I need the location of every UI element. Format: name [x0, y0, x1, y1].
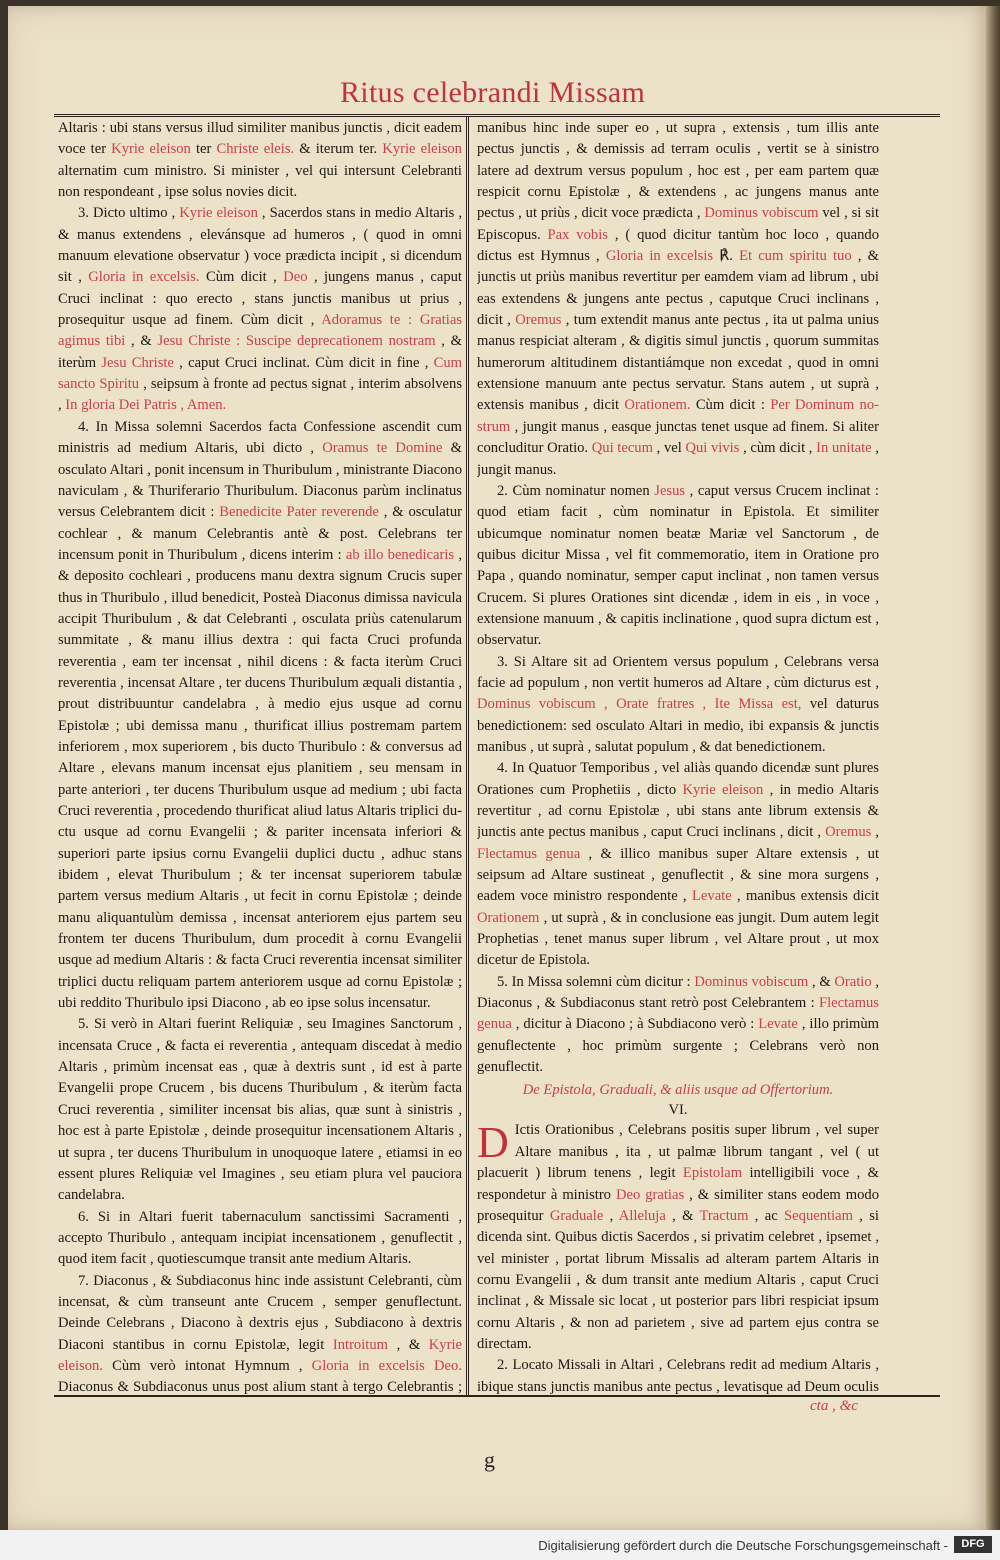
- body-text: , jungit manus.: [477, 440, 879, 478]
- rubric-text: Christe eleis.: [216, 141, 295, 158]
- body-text: Cùm dicit ,: [199, 269, 284, 286]
- rubric-text: Oremus: [515, 312, 562, 329]
- body-text: , & junctis ut priùs manibus revertitur per eamdem viam ad librum , ubi eas extendens & jungens ante pectus , caputque Cruci inclinans , dicit ,: [477, 248, 879, 329]
- body-text: Diaconus & Subdiaconus unus post alium stant à tergo Celebrantis ;: [58, 1379, 462, 1394]
- rubric-text: Introitum: [332, 1336, 388, 1353]
- paragraph: [477, 972, 879, 1079]
- rubric-text: Oratio: [834, 973, 872, 990]
- body-text: , &: [388, 1336, 429, 1353]
- rubric-text: Flectamus genua: [477, 995, 879, 1033]
- rubric-text: Dominus vobiscum: [704, 205, 819, 222]
- body-text: 3. Si Altare sit ad Orientem versus populum , Celebrans versa facie ad populum , non vertit humeros ad Altare , cùm dicturus est ,: [477, 653, 879, 691]
- rubric-text: Kyrie eleison: [382, 141, 462, 158]
- rubric-text: Benedicite Pater reverende: [219, 504, 379, 521]
- body-text: ℟.: [713, 248, 740, 265]
- rubric-text: Dominus vobiscum: [694, 973, 809, 990]
- rubric-text: Dominus vobiscum , Orate fratres , Ite Missa est,: [477, 696, 802, 713]
- rubric-text: Gloria in excelsis Deo.: [311, 1357, 462, 1374]
- rubric-text: In unitate: [816, 440, 872, 457]
- footer-credit: Digitalisierung gefördert durch die Deutsche Forschungsgemeinschaft -: [538, 1538, 948, 1553]
- catchword: cta , &c: [810, 1398, 858, 1414]
- body-text: ,: [871, 824, 879, 841]
- body-text: , jungens manus , caput Cruci inclinat : quo erecto , stans junctis manibus ut prius , prosequitur usque ad finem. Cùm dicit ,: [58, 269, 462, 329]
- left-column: [58, 118, 462, 1394]
- paragraph: [58, 203, 462, 416]
- paragraph: [477, 652, 879, 759]
- body-text: vel daturus benedictionem: sed osculato Altari in medio, ibi expansis & junctis manibus , ut suprà , salutat populum , & dat benedictionem.: [477, 696, 879, 755]
- body-text: , si dicenda sint. Quibus dictis Sacerdos , si privatim celebret , ipsemet , vel minister , portat librum Missalis ad alteram partem Altaris in cornu Evangelii , & dum transit ante medium Altaris , caput Cruci inclinat , & Missale sic locat , ut posterior pars libri respiciat ipsum cornu Altaris , & non ad parietem , sive ad partem ejus contra se directam.: [477, 1207, 879, 1352]
- body-text: , & illico manibus super Altare extensis , ut seipsum ad Altare sustineat , genuflectit , & sine mora surgens , eadem voce ministro respondente ,: [477, 845, 879, 905]
- body-text: 4. In Quatuor Temporibus , vel aliàs quando dicendæ sunt plures Orationes cum Prophetiis , dicto: [477, 760, 879, 798]
- paragraph: [477, 758, 879, 971]
- section-title: De Epistola, Graduali, & aliis usque ad Offertorium.: [522, 1082, 834, 1099]
- rubric-text: Orationem.: [624, 397, 691, 414]
- dfg-logo: DFG: [954, 1536, 992, 1553]
- rubric-text: Gloria in excelsis.: [88, 269, 200, 286]
- body-text: 2. Locato Missali in Altari , Celebrans redit ad medium Altaris , ibique stans junctis manibus ante pectus , levatisque ad Deum oculis: [477, 1357, 879, 1394]
- rubric-text: Jesu Christe : Suscipe deprecationem nostram: [157, 333, 436, 350]
- body-text: , in medio Altaris revertitur , ad cornu Epistolæ , ubi stans ante librum extensis & junctis ante pectus manibus , caput Cruci inclinans , dicit ,: [477, 781, 879, 841]
- body-text: , &: [808, 973, 835, 990]
- body-text: , tum extendit manus ante pectus , ita ut palma unius manus respiciat alteram , & digitis simul junctis , quorum summitas humerorum altitudinem distantiámque non excedat , quod in omni extensione manuum ante pectus servatur. Stans autem , ut suprà , extensis manibus , dicit: [477, 312, 879, 414]
- rubric-text: Per Dominum nostrum: [477, 397, 879, 435]
- rubric-text: Tractum: [699, 1207, 749, 1224]
- body-text: , Diaconus , & Subdiaconus stant retrò post Celebrantem :: [477, 973, 879, 1012]
- body-text: vel , si sit Episcopus.: [477, 205, 879, 243]
- body-text: , ac: [748, 1207, 785, 1224]
- body-text: , & similiter stans eodem modo prosequitur: [477, 1186, 879, 1224]
- body-text: , dicitur à Diacono ; à Subdiacono verò :: [511, 1016, 759, 1033]
- body-text: , &: [665, 1207, 700, 1224]
- body-text: Cùm verò intonat Hymnum ,: [103, 1357, 312, 1374]
- rubric-text: Jesu Christe: [101, 354, 174, 371]
- body-text: , manibus extensis dicit: [731, 888, 879, 905]
- drop-cap: D: [477, 1118, 509, 1168]
- rubric-text: Sequentiam: [784, 1207, 853, 1224]
- rubric-text: Kyrie eleison: [682, 781, 764, 798]
- rubric-text: Kyrie eleison: [179, 205, 258, 222]
- body-text: , & osculatur cochlear , & manum Celebrantis antè & post. Celebrans ter incensum ponit in Thuribulum , dicens interim :: [58, 504, 462, 563]
- body-text: intelligibili voce , & respondetur à ministro: [477, 1165, 879, 1203]
- body-text: Ictis Orationibus , Celebrans positis super librum , vel super Altare manibus , ita , ut palmæ librum tangant , vel ( ut placuerit ) librum tenens , legit: [477, 1122, 879, 1182]
- body-text: Cùm dicit :: [690, 397, 771, 414]
- rubric-text: In gloria Dei Patris , Amen.: [65, 397, 227, 414]
- body-text: , &: [125, 333, 158, 350]
- paragraph: [477, 118, 879, 481]
- footer-bar: [0, 1530, 1000, 1560]
- body-text: 5. In Missa solemni cùm dicitur :: [497, 973, 695, 990]
- rubric-text: Levate: [758, 1016, 798, 1033]
- left-paragraphs: [58, 118, 462, 1394]
- paragraph: [477, 1120, 879, 1355]
- rubric-text: Oremus: [825, 824, 872, 841]
- body-text: , ( quod dicitur tantùm hoc loco , quando dictus est Hymnus ,: [477, 226, 879, 265]
- rubric-text: Et cum spiritu tuo: [739, 248, 852, 265]
- body-text: , jungit manus , easque junctas tenet usque ad finem. Si aliter concluditur Oratio.: [477, 418, 879, 457]
- rubric-text: Alleluja: [618, 1207, 666, 1224]
- top-rule: [54, 114, 940, 117]
- body-text: 2. Cùm nominatur nomen: [497, 482, 655, 499]
- signature-mark: g: [484, 1447, 495, 1472]
- body-text: ter: [190, 141, 217, 158]
- rubric-text: Levate: [692, 888, 732, 905]
- body-text: , Sacerdos stans in medio Altaris , & manus extendens , elevánsque ad humeros , ( quod in omni manuum elevatione observatur ) voce prædicta incipit , si dicendum sit ,: [58, 205, 462, 286]
- body-text: Altaris : ubi stans versus illud similiter manibus junctis , dicit eadem voce ter: [58, 120, 462, 158]
- running-header: Ritus celebrandi Missam: [340, 76, 646, 109]
- rubric-text: Gloria in excelsis: [605, 248, 714, 265]
- paragraph: [58, 1207, 462, 1271]
- rubric-text: Kyrie eleison: [111, 141, 191, 158]
- rubric-text: Deo gratias: [615, 1186, 685, 1203]
- right-column: [477, 118, 879, 1394]
- rubric-text: Deo: [283, 269, 308, 286]
- rubric-text: Qui vivis: [685, 440, 740, 457]
- page-edge: [986, 6, 1000, 1530]
- body-text: 5. Si verò in Altari fuerint Reliquiæ , seu Imagines Sanctorum , incensata Cruce , & facta ei reverentia , antequam discedat à medio Altaris , primùm incensat eas , quæ à dextris sunt , id est à parte Evangelii prope Crucem , bis ducens Thuribulum , & iterùm facta Cruci reverentia , similiter incensat bis alias, quæ sunt à sinistris , hoc est à parte Epistolæ , deinde prosequitur incensationem Altaris , ut supra , ter ducens Thuribulum in unoquoque latere , etiamsi in eo essent plures Reliquiæ vel Imagines , seu etiam plura vel pauciora candelabra.: [58, 1016, 462, 1204]
- body-text: , ut suprà , & in conclusione eas jungit. Dum autem legit Prophetias , tenet manus super librum , vel Altare prout , ut mox dicetur de Epistola.: [477, 909, 879, 969]
- body-text: , cùm dicit ,: [739, 440, 817, 457]
- section-number: VI.: [668, 1102, 688, 1119]
- rubric-text: Flectamus genua: [477, 845, 581, 862]
- body-text: ,: [603, 1207, 619, 1224]
- body-text: 3. Dicto ultimo ,: [78, 205, 180, 222]
- paragraph: [477, 1355, 879, 1394]
- body-text: , & deposito cochleari , producens manu dextra signum Crucis super thus in Thuribulo , illud benedicit, Posteà Diaconus dimissa navicula accipit Thuribulum , & dat Celebranti , osculata priùs catenularum summitate , & manu illius dextra : qui facta Cruci profunda reverentia , eam ter incensat , nihil dicens : & facta iterùm Cruci reverentia , incensat Altare , ter ducens Thuribulum æquali distantia , prout distribuuntur candelabra , à medio ejus usque ad cornu Epistolæ ; ubi demissa manu , thurificat illius postremam partem inferiorem , mox superiorem , bis ducto Thuribulo : & conversus ad Altare , elevans manum incensat ejus planitiem , seu mensam in parte anteriori , ter ducens Thuribulum usque ad medium ; ubi facta Cruci reverentia , procedendo thurificat aliud latus Altaris triplici ductu usque ad cornu Evangelii ; & pariter incensata inferiori & superiori parte ipsius cornu Evangelii duplici ductu , adhuc stans ibidem , elevat Thuribulum ; & ter incensat superiorem tabulæ partem versus medium Altaris , ut fecit in cornu Epistolæ ; deinde manu aliquantulùm demissa , incensat anteriorem ejus partem seu frontem ter ducens Thuribulum, dum procedit à cornu Evangelii usque ad medium Altaris : & facta Cruci reverentia incensat similiter triplici ductu reliquam partem anteriorem usque ad cornu Epistolæ ; ubi reddito Thuribulo ipsi Diacono , ab eo ipse solus incensatur.: [58, 546, 462, 1012]
- paragraph: [58, 118, 462, 203]
- body-text: , caput Cruci inclinat. Cùm dicit in fine ,: [173, 354, 434, 371]
- rubric-text: Graduale: [549, 1207, 604, 1224]
- body-text: & iterum ter.: [294, 141, 383, 158]
- right-after-section: [477, 1120, 879, 1394]
- section-heading-vi: [477, 1080, 879, 1120]
- body-text: 7. Diaconus , & Subdiaconus hinc inde assistunt Celebranti, cùm incensat, & cùm transeunt ante Crucem , semper genuflectunt. Deinde Celebrans , Diacono à dextris ejus , Subdiacono à dextris Diaconi stantibus in cornu Epistolæ, legit: [58, 1272, 462, 1353]
- rubric-text: Qui tecum: [591, 440, 653, 457]
- body-text: , vel: [652, 440, 686, 457]
- rubric-text: Adoramus te : Gratias agimus tibi: [58, 312, 462, 350]
- body-text: 4. In Missa solemni Sacerdos facta Confessione ascendit cum ministris ad medium Altaris, ubi dicto ,: [58, 418, 462, 457]
- rubric-text: Cum sancto Spiritu: [58, 354, 462, 393]
- body-text: alternatim cum ministro. Si minister , vel qui intersunt Celebranti non respondeant , ipse solus novies dicit.: [58, 162, 462, 201]
- body-text: , caput versus Crucem inclinat : quod etiam facit , cùm nominatur in Epistola. Et similiter ubicumque nominatur nomen beatæ Mariæ vel Sanctorum , de quibus dicitur Missa , vel fit commemoratio, item in Oratione pro Papa , quando nominatur, semper caput inclinat , non tamen versus Crucem. Si plures Orationes sint dicendæ , idem in eis , in voce , extensione manuum , & capitis inclinatione , quod supra dictum est , observatur.: [477, 482, 879, 649]
- body-text: , illo primùm genuflectente , hoc primùm surgente ; Celebrans verò non genuflectit.: [477, 1016, 879, 1076]
- rubric-text: Epistolam: [682, 1165, 743, 1182]
- paragraph: [477, 481, 879, 652]
- right-paragraphs: [477, 118, 879, 1078]
- rubric-text: Jesus: [654, 482, 686, 499]
- body-text: 6. Si in Altari fuerit tabernaculum sanctissimi Sacramenti , accepto Thuribulo , antequam incipiat incensationem , genuflectit , quod item facit , quotiescumque transit ante medium Altaris.: [58, 1208, 462, 1268]
- rubric-text: Orationem: [477, 909, 540, 926]
- body-text: , & iterùm: [58, 333, 462, 371]
- paragraph: [58, 1014, 462, 1206]
- rubric-text: ab illo benedicaris: [345, 546, 455, 563]
- body-text: manibus hinc inde super eo , ut supra , extensis , tum illis ante pectus junctis , & demissis ad terram oculis , vertit se à sinistro latere ad dextrum versus populum , hoc est , per eam partem quæ respicit cornu Epistolæ , & extendens , ac jungens manus ante pectus , ut priùs , dicit voce prædicta ,: [477, 120, 879, 222]
- column-rule: [466, 117, 469, 1395]
- bottom-rule: [54, 1395, 940, 1397]
- body-text: , seipsum à fronte ad pectus signat , interim absolvens ,: [58, 376, 462, 414]
- rubric-text: Oramus te Domine: [322, 440, 443, 457]
- rubric-text: Kyrie eleison.: [58, 1336, 462, 1374]
- paragraph: [58, 417, 462, 1015]
- paragraph: [58, 1271, 462, 1394]
- body-text: & osculato Altari , ponit incensum in Thuribulum , ministrante Diacono naviculam , & Thuriferario Thuribulum. Diaconus parùm inclinatus versus Celebrantem dicit :: [58, 440, 462, 521]
- rubric-text: Pax vobis: [547, 226, 608, 243]
